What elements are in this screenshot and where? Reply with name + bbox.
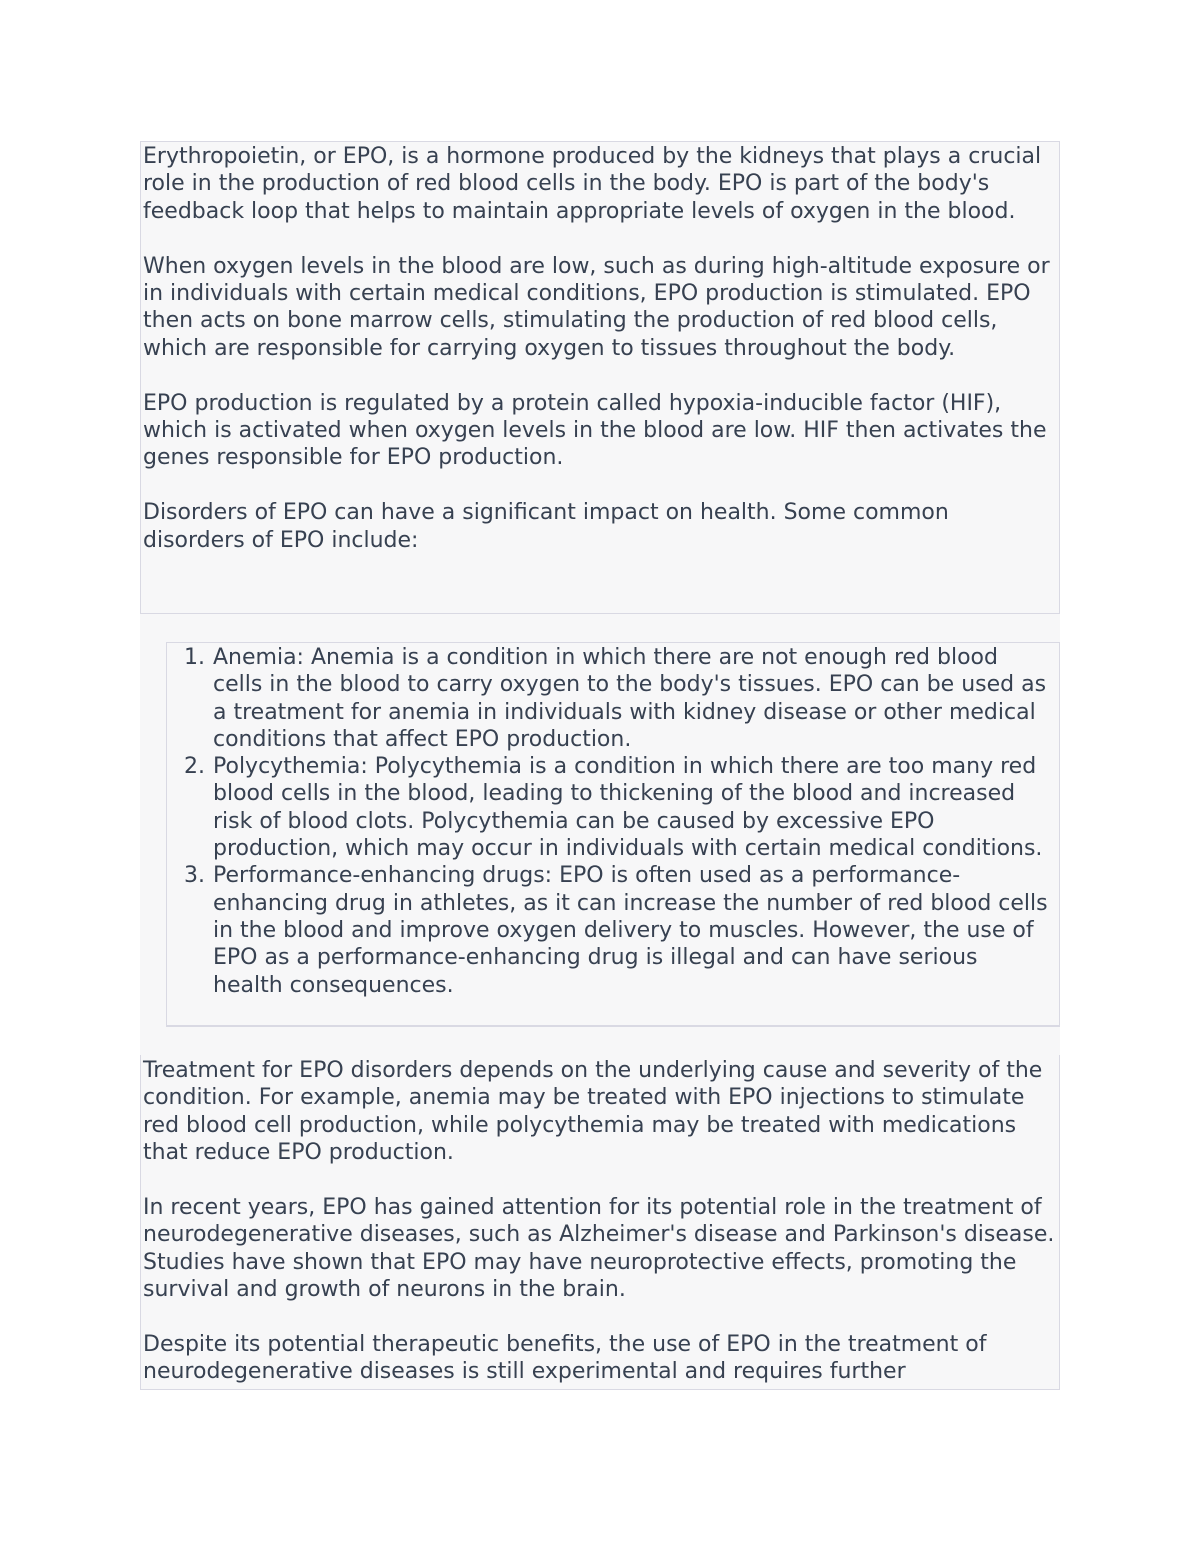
intro-section (140, 141, 1060, 614)
paragraph-hif-regulation: EPO production is regulated by a protein called hypoxia-inducible factor (HIF), which is activated when oxygen levels in the blood are low. HIF then activates the genes responsible for EPO production. (143, 390, 1047, 471)
disorders-list (167, 643, 1059, 999)
paragraph-experimental: Despite its potential therapeutic benefits, the use of EPO in the treatment of neurodegenerative diseases is still experimental and requires further (143, 1331, 987, 1385)
paragraph-neurodegenerative: In recent years, EPO has gained attention for its potential role in the treatment of neurodegenerative diseases, such as Alzheimer's disease and Parkinson's disease. Studies have shown that EPO may have neuroprotective effects, promoting the survival and growth of neurons in the brain. (143, 1194, 1055, 1302)
list-item-performance-drugs: 3. Performance-enhancing drugs: EPO is often used as a performance-enhancing drug in athletes, as it can increase the number of red blood cells in the blood and improve oxygen delivery to muscles. However, the use of EPO as a performance-enhancing drug is illegal and can have serious health consequences. (212, 862, 1053, 998)
outro-section (140, 1055, 1060, 1390)
paragraph-treatment: Treatment for EPO disorders depends on the underlying cause and severity of the condition. For example, anemia may be treated with EPO injections to stimulate red blood cell production, while polycythemia may be treated with medications that reduce EPO production. (143, 1058, 1043, 1165)
paragraph-oxygen-regulation: When oxygen levels in the blood are low, such as during high-altitude exposure or in individuals with certain medical conditions, EPO production is stimulated. EPO then acts on bone marrow cells, stimulating the production of red blood cells, which are responsible for carrying oxygen to tissues throughout the body. (143, 253, 1050, 361)
list-item-anemia: 1. Anemia: Anemia is a condition in which there are not enough red blood cells in the blood to carry oxygen to the body's tissues. EPO can be used as a treatment for anemia in individuals with kidney disease or other medical conditions that affect EPO production. (212, 644, 1053, 753)
paragraph-disorders-intro: Disorders of EPO can have a significant impact on health. Some common disorders of EPO include: (143, 500, 949, 553)
disorders-list-section (166, 642, 1060, 1027)
paragraph-intro-definition: Erythropoietin, or EPO, is a hormone produced by the kidneys that plays a crucial role in the production of red blood cells in the body. EPO is part of the body's feedback loop that helps to maintain appropriate levels of oxygen in the blood. (143, 144, 1042, 224)
list-item-polycythemia: 2. Polycythemia: Polycythemia is a condition in which there are too many red blood cells in the blood, leading to thickening of the blood and increased risk of blood clots. Polycythemia can be caused by excessive EPO production, which may occur in individuals with certain medical conditions. (212, 753, 1053, 862)
